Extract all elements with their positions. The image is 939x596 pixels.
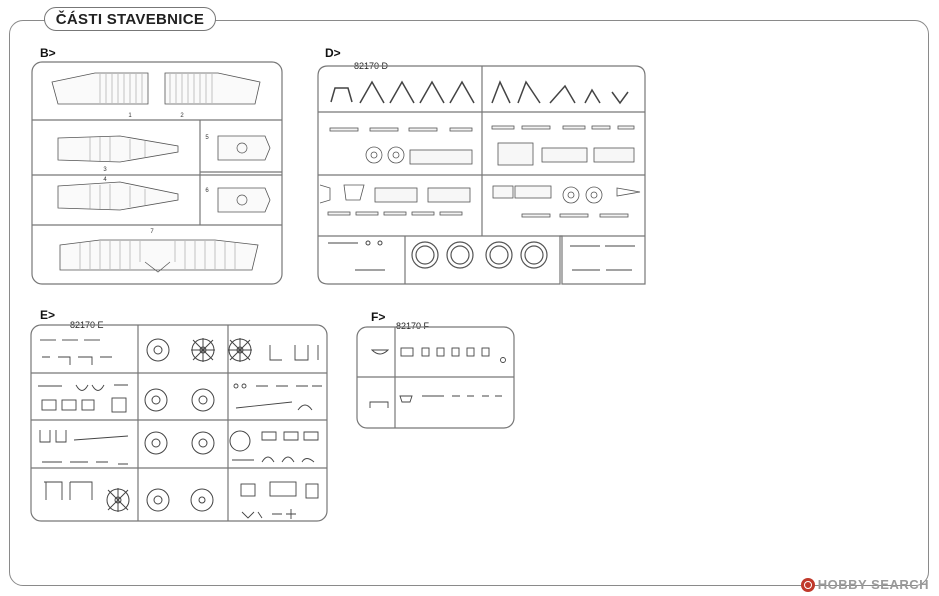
sprue-f-label: F> [371,310,386,324]
sprue-b-label: B> [40,46,56,60]
watermark [801,577,929,592]
sprue-e-label: E> [40,308,56,322]
part-number: 3 [103,167,107,173]
part-number: 4 [103,177,107,183]
watermark-text: HOBBY SEARCH [817,577,929,592]
sprue-d-code: 82170 D [354,61,389,71]
sprue-d-label: D> [325,46,341,60]
part-number: 5 [205,135,209,141]
part-number: 7 [150,229,154,235]
hobby-search-logo-icon [801,578,815,592]
part-number: 1 [128,113,132,119]
part-number: 2 [180,113,184,119]
sprue-e-code: 82170 E [70,320,104,330]
page-title: ČÁSTI STAVEBNICE [44,7,216,31]
part-number: 6 [205,188,209,194]
sprue-f-code: 82170 F [396,321,430,331]
